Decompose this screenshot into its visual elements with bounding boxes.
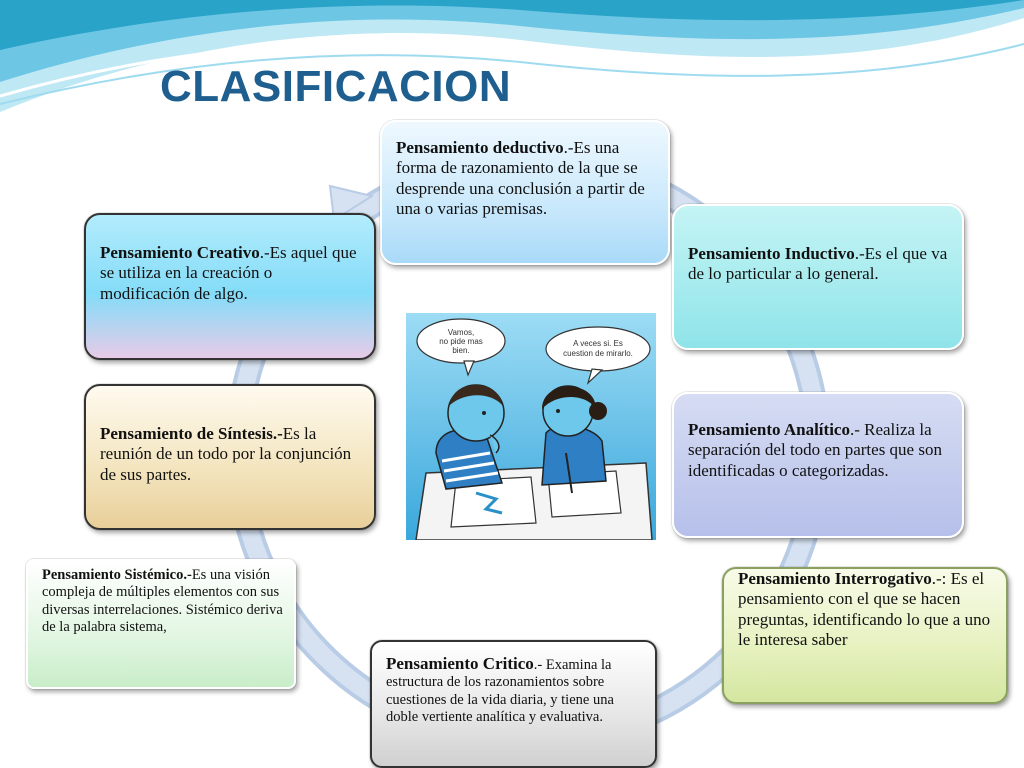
box-heading: Pensamiento Inductivo	[688, 244, 855, 263]
children-thinking-illustration	[406, 313, 656, 540]
bubble-left-line-1: Vamos,	[447, 328, 475, 337]
bubble-right-line-2: cuestion de mirarlo.	[563, 349, 633, 358]
bubble-left-line-3: bien.	[452, 346, 470, 355]
page-title: CLASIFICACION	[160, 62, 512, 111]
box-pensamiento-creativo	[84, 213, 376, 360]
box-pensamiento-deductivo	[380, 120, 670, 265]
box-heading: Pensamiento Critico	[386, 654, 534, 673]
box-body: .-Es el que va de lo particular a lo general.	[688, 244, 948, 284]
box-pensamiento-inductivo	[672, 204, 964, 350]
box-pensamiento-interrogativo	[722, 567, 1008, 704]
girl-figure	[542, 386, 607, 493]
box-pensamiento-sistemico	[26, 559, 296, 689]
box-heading: Pensamiento Sistémico.-	[42, 567, 192, 583]
box-body: .-: Es el pensamiento con el que se hacen preguntas, identificando lo que a uno le interesa saber	[738, 569, 991, 650]
box-body: .- Realiza la separación del todo en partes que son identificadas o categorizadas.	[688, 420, 942, 480]
box-heading: Pensamiento Interrogativo	[738, 569, 932, 588]
bubble-left-line-2: no pide mas	[439, 337, 483, 346]
box-heading: Pensamiento de Síntesis.-	[100, 424, 283, 443]
box-heading: Pensamiento Creativo	[100, 243, 260, 262]
box-body: .-Es una forma de razonamiento de la que se desprende una conclusión a partir de una o varias premisas.	[396, 138, 645, 219]
box-heading: Pensamiento deductivo	[396, 138, 564, 157]
box-body: Es la reunión de un todo por la conjunción de sus partes.	[100, 424, 352, 484]
bubble-right-line-1: A veces si. Es	[573, 339, 623, 348]
box-pensamiento-critico	[370, 640, 657, 768]
box-heading: Pensamiento Analítico	[688, 420, 850, 439]
box-pensamiento-sintesis	[84, 384, 376, 530]
box-body: .- Examina la estructura de los razonamientos sobre cuestiones de la vida diaria, y tiene una doble vertiente analítica y evaluativa.	[386, 657, 614, 726]
box-pensamiento-analitico	[672, 392, 964, 538]
box-body: Es una visión compleja de múltiples elementos con sus diversas interrelaciones. Sistémico deriva de la palabra sistema,	[42, 567, 283, 636]
box-body: .-Es aquel que se utiliza en la creación o modificación de algo.	[100, 243, 357, 303]
